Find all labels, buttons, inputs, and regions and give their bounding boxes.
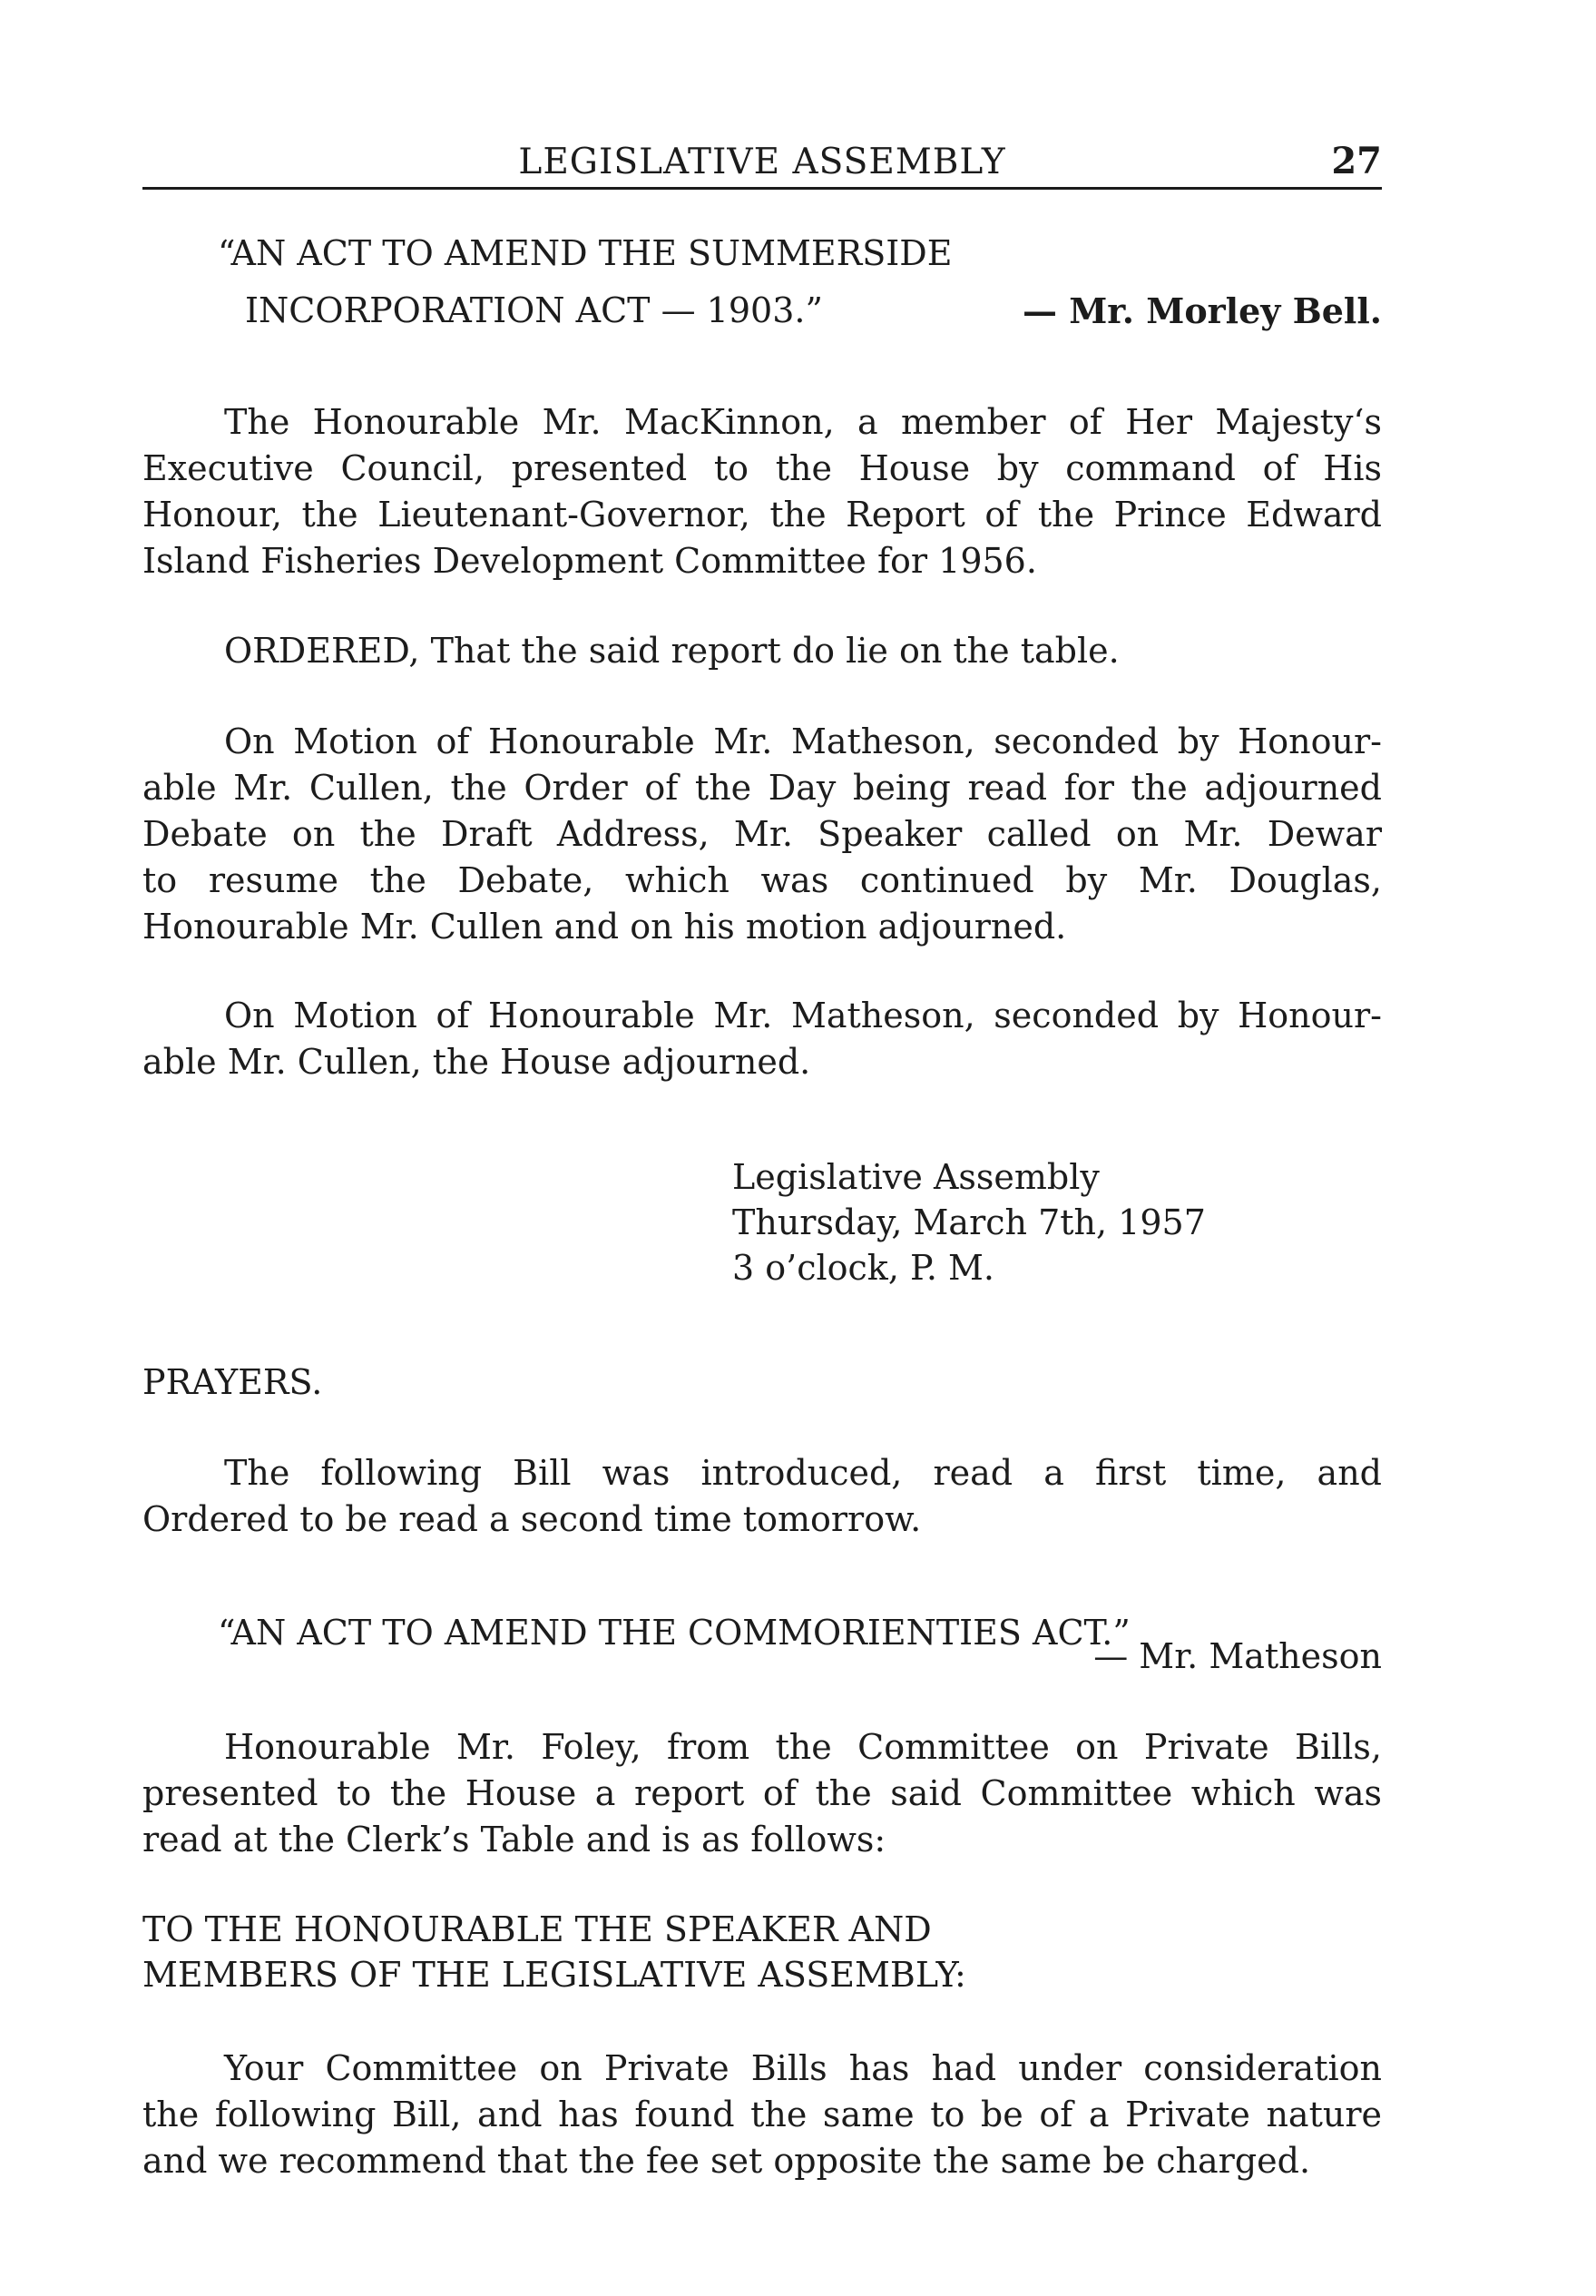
- text-line: Your Committee on Private Bills has had under consideration: [224, 2048, 1382, 2088]
- dateline-place: Legislative Assembly: [732, 1157, 1100, 1197]
- text-line: The Honourable Mr. MacKinnon, a member of Her Majesty‘s: [224, 402, 1382, 442]
- dateline: [732, 1154, 1206, 1290]
- paragraph-bill-introduced: [142, 1450, 1382, 1543]
- text-line: the following Bill, and has found the same to be of a Private nature: [142, 2095, 1382, 2134]
- header-title: LEGISLATIVE ASSEMBLY: [518, 142, 1006, 182]
- text-line: On Motion of Honourable Mr. Matheson, seconded by Honour-: [224, 721, 1382, 761]
- text-line: able Mr. Cullen, the Order of the Day being read for the adjourned: [142, 768, 1382, 808]
- dateline-date: Thursday, March 7th, 1957: [732, 1202, 1206, 1242]
- text-line: Honour, the Lieutenant-Governor, the Report of the Prince Edward: [142, 495, 1382, 535]
- text-line: Island Fisheries Development Committee for 1956.: [142, 541, 1037, 581]
- address-heading: [142, 1907, 966, 1997]
- text-line: Debate on the Draft Address, Mr. Speaker called on Mr. Dewar: [142, 814, 1382, 854]
- text-line: and we recommend that the fee set opposite the same be charged.: [142, 2141, 1311, 2181]
- section-heading-prayers: PRAYERS.: [142, 1362, 323, 1402]
- text-line: Honourable Mr. Cullen and on his motion adjourned.: [142, 907, 1067, 947]
- text-line: On Motion of Honourable Mr. Matheson, seconded by Honour-: [224, 996, 1382, 1035]
- act-mover: — Mr. Morley Bell.: [1022, 290, 1382, 331]
- paragraph-committee-report: [142, 1724, 1382, 1863]
- text-line: presented to the House a report of the said Committee which was: [142, 1773, 1382, 1813]
- text-line: Executive Council, presented to the House by command of His: [142, 448, 1382, 488]
- text-line: Ordered to be read a second time tomorrow.: [142, 1499, 922, 1539]
- text-line: Honourable Mr. Foley, from the Committee on Private Bills,: [224, 1727, 1382, 1767]
- dateline-time: 3 o’clock, P. M.: [732, 1248, 995, 1288]
- paragraph-report-presented: [142, 399, 1382, 584]
- page-number: 27: [1331, 140, 1382, 182]
- running-header: [142, 136, 1382, 190]
- act-title-line-1: “AN ACT TO AMEND THE SUMMERSIDE: [218, 233, 953, 273]
- text-line: able Mr. Cullen, the House adjourned.: [142, 1042, 811, 1082]
- act-mover-matheson: — Mr. Matheson: [1093, 1636, 1382, 1676]
- text-line: The following Bill was introduced, read a first time, and: [224, 1453, 1382, 1493]
- paragraph-adjourned: [142, 993, 1382, 1085]
- paragraph-committee-recommendation: [142, 2046, 1382, 2184]
- address-line-1: TO THE HONOURABLE THE SPEAKER AND: [142, 1909, 932, 1949]
- address-line-2: MEMBERS OF THE LEGISLATIVE ASSEMBLY:: [142, 1955, 966, 1995]
- text-line: read at the Clerk’s Table and is as follows:: [142, 1820, 886, 1859]
- act-title-commorienties: “AN ACT TO AMEND THE COMMORIENTIES ACT.”: [218, 1613, 1131, 1653]
- act-title-line-2: INCORPORATION ACT — 1903.”: [245, 290, 823, 330]
- text-line: to resume the Debate, which was continued by Mr. Douglas,: [142, 860, 1382, 900]
- paragraph-ordered: ORDERED, That the said report do lie on the table.: [224, 631, 1120, 671]
- paragraph-debate-motion: [142, 719, 1382, 950]
